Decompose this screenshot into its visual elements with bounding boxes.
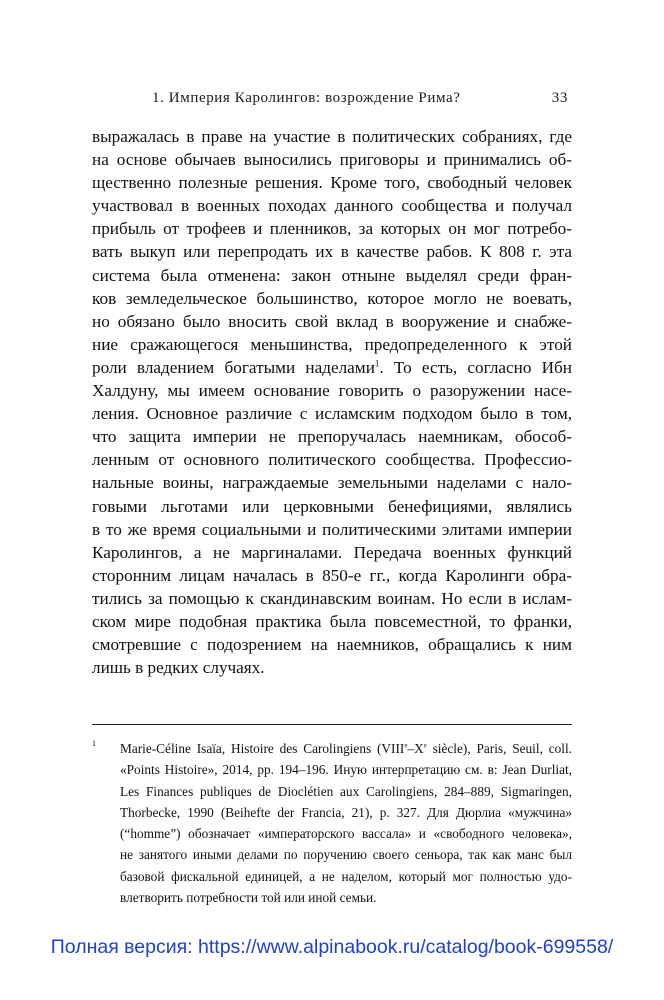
footnote-line	[120, 738, 572, 759]
footnote-fragment: –X	[407, 741, 424, 756]
footnote-line: влетворить потребности той или иной семьи.	[120, 890, 377, 906]
text-fragment: . То есть, согласно Ибн	[379, 357, 572, 377]
footnote-line: базовой фискальной единицей, а не наделом, который мог полностью удо-	[120, 868, 572, 884]
footnote-fragment: Marie-Céline Isaïa, Histoire des Carolingiens (VIII	[120, 741, 405, 756]
text-line: на основе обычаев выносились приговоры и принимались об-	[92, 150, 572, 170]
text-line: Каролингов, а не маргиналами. Передача военных функций	[92, 542, 572, 562]
footnote-reference[interactable]: 1	[374, 358, 380, 369]
text-line: нальные воины, награждаемые земельными наделами с нало-	[92, 473, 572, 493]
text-line: ском мире подобная практика была повсеместной, то франки,	[92, 611, 572, 631]
page-number: 33	[551, 90, 568, 106]
text-line: в то же время социальными и политическими элитами империи	[92, 519, 572, 539]
footnote-line: не занятого иными делами по поручению своего сеньора, так как манс был	[120, 847, 572, 863]
text-line: прибыль от трофеев и пленников, за которых он мог потребо-	[92, 219, 572, 239]
text-line: вать выкуп или перепродать их в качестве рабов. К 808 г. эта	[92, 242, 572, 262]
text-line: участвовал в военных походах данного сообщества и получал	[92, 196, 572, 216]
full-version-link[interactable]: Полная версия: https://www.alpinabook.ru/catalog/book-699558/	[50, 936, 614, 958]
text-line: что защита империи не препоручалась наемникам, обособ-	[92, 427, 572, 447]
footnote-body	[120, 738, 572, 908]
footnote-line: Les Finances publiques de Dioclétien aux Carolingiens, 284–889, Sigmaringen,	[120, 783, 572, 799]
text-line: ние сражающегося меньшинства, предопределенного к этой	[92, 334, 572, 354]
footnote-marker: 1	[92, 739, 96, 748]
text-line: выражалась в праве на участие в политических собраниях, где	[92, 127, 572, 146]
text-line: ления. Основное различие с исламским подходом было в том,	[92, 404, 572, 424]
text-line: говыми льготами или церковными бенефициями, являлись	[92, 496, 572, 516]
text-line: Халдуну, мы имеем основание говорить о разоружении насе-	[92, 381, 572, 401]
text-line: тились за помощью к скандинавским воинам. Но если в ислам-	[92, 588, 572, 608]
text-line: ленным от основного политического сообщества. Профессио-	[92, 450, 572, 470]
text-line: ков земледельческое большинство, которое могло не воевать,	[92, 288, 572, 308]
footnote-line: «Points Histoire», 2014, pp. 194–196. Иную интерпретацию см. в: Jean Durliat,	[120, 762, 572, 778]
text-line: щественно полезные решения. Кроме того, свободный человек	[92, 173, 572, 193]
superscript: e	[404, 741, 408, 750]
running-title: 1. Империя Каролингов: возрождение Рима?	[152, 90, 461, 106]
running-header	[100, 90, 568, 112]
footnote-divider	[92, 724, 572, 725]
text-fragment: роли владением богатыми наделами	[92, 357, 375, 377]
text-line: лишь в редких случаях.	[92, 658, 265, 678]
text-line-with-footnote	[92, 356, 572, 379]
superscript: e	[423, 741, 427, 750]
footnote-line: (“homme”) обозначает «императорского вассала» и «свободного человека»,	[120, 826, 572, 842]
text-line: сторонним лицам началась в 850-е гг., когда Каролинги обра-	[92, 565, 572, 585]
footnote-fragment: siècle), Paris, Seuil, coll.	[426, 741, 572, 756]
text-line: но обязано было вносить свой вклад в вооружение и снабже-	[92, 311, 572, 331]
main-text	[92, 125, 572, 679]
text-line: смотревшие с подозрением на наемников, обращались к ним	[92, 635, 572, 655]
footnote-line: Thorbecke, 1990 (Beihefte der Francia, 21), p. 327. Для Дюрлиа «мужчина»	[120, 804, 572, 820]
text-line: система была отменена: закон отныне выделял среди фран-	[92, 265, 572, 285]
